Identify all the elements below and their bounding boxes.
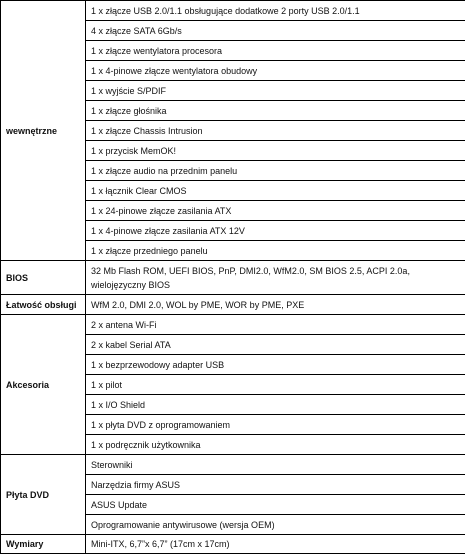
spec-value: 1 x łącznik Clear CMOS xyxy=(86,181,465,201)
spec-value: 1 x podręcznik użytkownika xyxy=(86,435,465,455)
spec-value: 1 x przycisk MemOK! xyxy=(86,141,465,161)
spec-value: 1 x płyta DVD z oprogramowaniem xyxy=(86,415,465,435)
spec-value: 1 x 4-pinowe złącze wentylatora obudowy xyxy=(86,61,465,81)
spec-table-body xyxy=(1,1,465,554)
spec-value: 1 x 4-pinowe złącze zasilania ATX 12V xyxy=(86,221,465,241)
spec-value: ASUS Update xyxy=(86,495,465,515)
spec-value: 2 x kabel Serial ATA xyxy=(86,335,465,355)
row-label-dimensions: Wymiary xyxy=(1,535,86,554)
spec-value: 1 x I/O Shield xyxy=(86,395,465,415)
table-row xyxy=(1,315,465,335)
spec-value: 1 x złącze Chassis Intrusion xyxy=(86,121,465,141)
row-label-accessories: Akcesoria xyxy=(1,315,86,455)
spec-value: 2 x antena Wi-Fi xyxy=(86,315,465,335)
row-label-bios: BIOS xyxy=(1,261,86,295)
spec-value: 32 Mb Flash ROM, UEFI BIOS, PnP, DMI2.0, WfM2.0, SM BIOS 2.5, ACPI 2.0a, wielojęzyczny BIOS xyxy=(86,261,465,295)
spec-value: 4 x złącze SATA 6Gb/s xyxy=(86,21,465,41)
spec-value: 1 x złącze audio na przednim panelu xyxy=(86,161,465,181)
spec-value: 1 x wyjście S/PDIF xyxy=(86,81,465,101)
spec-value: Narzędzia firmy ASUS xyxy=(86,475,465,495)
table-row xyxy=(1,535,465,554)
spec-value: Sterowniki xyxy=(86,455,465,475)
spec-value: 1 x złącze przedniego panelu xyxy=(86,241,465,261)
spec-value: Mini-ITX, 6,7”x 6,7” (17cm x 17cm) xyxy=(86,535,465,554)
table-row xyxy=(1,455,465,475)
row-label-dvd: Płyta DVD xyxy=(1,455,86,535)
row-label-internal: wewnętrzne xyxy=(1,1,86,261)
spec-value: 1 x złącze głośnika xyxy=(86,101,465,121)
spec-value: 1 x pilot xyxy=(86,375,465,395)
table-row xyxy=(1,261,465,295)
spec-value: 1 x złącze USB 2.0/1.1 obsługujące dodatkowe 2 porty USB 2.0/1.1 xyxy=(86,1,465,21)
spec-value: 1 x złącze wentylatora procesora xyxy=(86,41,465,61)
spec-value: Oprogramowanie antywirusowe (wersja OEM) xyxy=(86,515,465,535)
spec-value: WfM 2.0, DMI 2.0, WOL by PME, WOR by PME, PXE xyxy=(86,295,465,315)
row-label-ease-of-use: Łatwość obsługi xyxy=(1,295,86,315)
spec-value: 1 x 24-pinowe złącze zasilania ATX xyxy=(86,201,465,221)
table-row xyxy=(1,295,465,315)
table-row xyxy=(1,1,465,21)
spec-value: 1 x bezprzewodowy adapter USB xyxy=(86,355,465,375)
